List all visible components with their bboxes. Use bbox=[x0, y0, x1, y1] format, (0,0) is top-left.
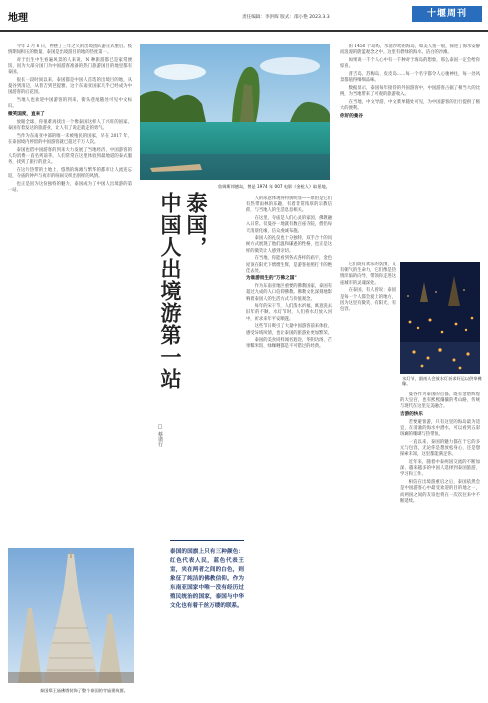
paragraph: 它们既有欢乐的氛围，又有朝气的生命力，它们像是热情洋溢的向导，带领你走进这座城市的灵魂深处。 bbox=[340, 262, 396, 286]
paragraph: 在泰国，有人曾说：泰国是每一个人都会爱上的地方，因为这里有微笑、有阳光、有包容。 bbox=[340, 288, 396, 312]
paragraph: 在这里，寺庙是人们心灵的家园，佛教融入日常。仅曼谷一地就有数百座寺院，僧侣每天清晨化缘，信众虔诚布施。 bbox=[246, 216, 332, 234]
article-title bbox=[157, 192, 209, 390]
paragraph: 泰国人的礼仪也十分独特，双手合十的问候方式展现了他们温和谦逊的性格，也正是这样的微笑让人感到亲切。 bbox=[246, 236, 332, 254]
paragraph: 若要避暑游，只有这里的海岛最为适宜，在清澈的海水中潜水，可以看到五彩斑斓的珊瑚与热带鱼。 bbox=[400, 419, 480, 438]
article-column-1 bbox=[8, 44, 132, 544]
paragraph: 泰国也借中国游客的到来大力发展了当地经济，中国游客的人均消费一直名列前茅。人们常常在这里体验到最地道的泰式服务，找到了旅行的意义。 bbox=[8, 147, 132, 165]
paragraph: 泰国的美食同样闻名遐迩，冬阴功汤、芒果糯米饭、绿咖喱都是不可错过的经典。 bbox=[246, 338, 332, 350]
paragraph: 的 1450 个岛屿，水清沙幼的海岛，如美人鱼一般，探进了海水安静而浪漫的蔚蓝观念之中。这里有碧绿的海水，洁白的沙滩。 bbox=[340, 44, 480, 56]
subheading: 微笑国度，直来了 bbox=[8, 112, 45, 118]
lantern-festival-caption: 水灯节，湄南人会放水灯祈求好运以供奉佛像。 bbox=[402, 376, 482, 387]
paragraph: 曼谷作为泰国的首都，既有金碧辉煌的大皇宫，也有熙熙攘攘的考山路，传统与现代在这里完美融合。 bbox=[400, 392, 480, 410]
paragraph: 在当地，中文导游、中文菜单随处可见，为中国游客的出行提供了极大的便利。 bbox=[340, 99, 480, 111]
newspaper-logo: 十堰周刊 bbox=[412, 6, 482, 22]
article-column-3-mid bbox=[340, 262, 396, 386]
paragraph: 在当地，你能看到各式各样的庙宇，金色屋顶在阳光下熠熠生辉，是游客拍照打卡的绝佳去处。 bbox=[246, 256, 332, 274]
paragraph: 也正是因为这份独特的魅力，泰国成为了中国人出境游的第一站。 bbox=[8, 181, 132, 193]
pullquote-rule bbox=[170, 540, 244, 541]
article-column-2 bbox=[246, 196, 332, 696]
subheading: 为谁游而生的"万佛之国" bbox=[246, 276, 297, 282]
paragraph: 相信在出境游重启之后，泰国依然会是中国游客心中最受欢迎的目的地之一，而两国之间的友谊也将在一次次往来中不断延续。 bbox=[400, 480, 480, 504]
paragraph: 很长一段时间以来，泰国都是中国人首选的出境目的地，从曼谷到清迈，从普吉到芭提雅，这个东南亚国家几乎已经成为中国游客的后花园。 bbox=[8, 78, 132, 96]
paragraph: 每年的宋干节，人们泼水祈福，寓意洗去旧年的不顺。水灯节时，人们将水灯放入河中，祈求来年平安顺遂。 bbox=[246, 304, 332, 322]
lantern-festival-photo bbox=[400, 262, 480, 374]
island-photo bbox=[140, 44, 330, 180]
temple-caption: 泰国郑王庙佛塔装饰了整个泰国的寺庙建筑群。 bbox=[40, 688, 128, 693]
paragraph: 普吉岛、苏梅岛、皮皮岛……每一个名字都令人心驰神往，每一处风景都值得细细品味。 bbox=[340, 71, 480, 84]
temple-photo bbox=[8, 548, 134, 683]
paragraph: 作为东南亚地区重要的佛教国家，泰国有超过九成的人口信仰佛教。佛教文化深刻地影响着泰国人的生活方式与价值观念。 bbox=[246, 284, 332, 302]
pullquote: 泰国的国旗上只有三种颜色：红色代表人民，蓝色代表王室，夹在两者之间的白色，则象征了纯洁的佛教信仰。作为东南亚国家中唯一没有经历过殖民统治的国家，泰国与中华文化也有着千丝万缕的联系。 bbox=[170, 549, 244, 609]
paragraph: 放眼全球，你很难再找出一个像泰国这样人丁兴旺的国家。泰国有着发达的旅游业，让人有了说走就走的勇气。 bbox=[8, 119, 132, 131]
section-label: 地理 bbox=[8, 13, 28, 24]
editor-info: 责任编辑：李洪晖 版式：邵小艳 2023.3.3 bbox=[242, 15, 330, 20]
paragraph: 当作为东南亚中部的唯一未被殖民的国家，早在 2017 年，在泰国境内停留的中国游客就已超过千万人次。 bbox=[8, 133, 132, 145]
paragraph: 对于出生中生看遍风景的人来说，N 种旅游都已是家常便饭，因为大部分国门为中国游客准备的热门旅游国目的地里都有泰国。 bbox=[8, 57, 132, 76]
paragraph: 今年 2 月 6 日，停摆了三年之久的出境团队游正式重启。疫情期间积压的数量，泰国是出境游目的地的热度第一。 bbox=[8, 44, 132, 56]
paragraph: 如果说一千个人心中有一千种对于海岛的想象，那么泰国一定会给你惊喜。 bbox=[340, 57, 480, 70]
paragraph: 在这片热带的土地上，悠然的海滩与繁华的都市让人流连忘返，寺庙的钟声与夜市的喧闹交织出别样的风情。 bbox=[8, 167, 132, 179]
paragraph: 一直以来，泰国的魅力都在于它的多元与包容，无论你是想放松身心，还是想探索未知，这里都能满足你。 bbox=[400, 439, 480, 458]
subheading: 你好的曼谷 bbox=[340, 113, 363, 119]
article-column-3-top bbox=[340, 44, 480, 252]
subheading: 吉游的快乐 bbox=[400, 412, 423, 418]
title-line-1: 泰国， bbox=[184, 192, 208, 258]
paragraph: 这些节日吸引了大量中国游客前来体验，感受异域风情，也让泰国的旅游业更加繁荣。 bbox=[246, 324, 332, 336]
paragraph: 当地人也欢迎中国游客的到来，街头巷尾随处可见中文标识。 bbox=[8, 98, 132, 110]
article-author: □ 蔡诸行 bbox=[157, 424, 163, 447]
paragraph: 近年来，随着中泰两国交流的不断加深，越来越多的中国人选择到泰国旅游、学习和工作。 bbox=[400, 460, 480, 478]
title-line-2: 中国人出境游第一站 bbox=[158, 192, 182, 390]
island-caption: 詹姆斯邦德岛，曾是 1974 年 007 电影《金枪人》取景地。 bbox=[218, 184, 330, 189]
paragraph: 人的尿意体现得特别明显——原由是它们有热带雨林的乐趣，有着非常浓厚的宗教信仰，与当地人的生活息息相关。 bbox=[246, 196, 332, 214]
paragraph: 数据显示，泰国每年接待的外国游客中，中国游客占据了相当大的比例，为当地带来了可观的旅游收入。 bbox=[340, 85, 480, 97]
article-column-3-bottom bbox=[400, 392, 480, 694]
article-title-block bbox=[155, 192, 213, 462]
